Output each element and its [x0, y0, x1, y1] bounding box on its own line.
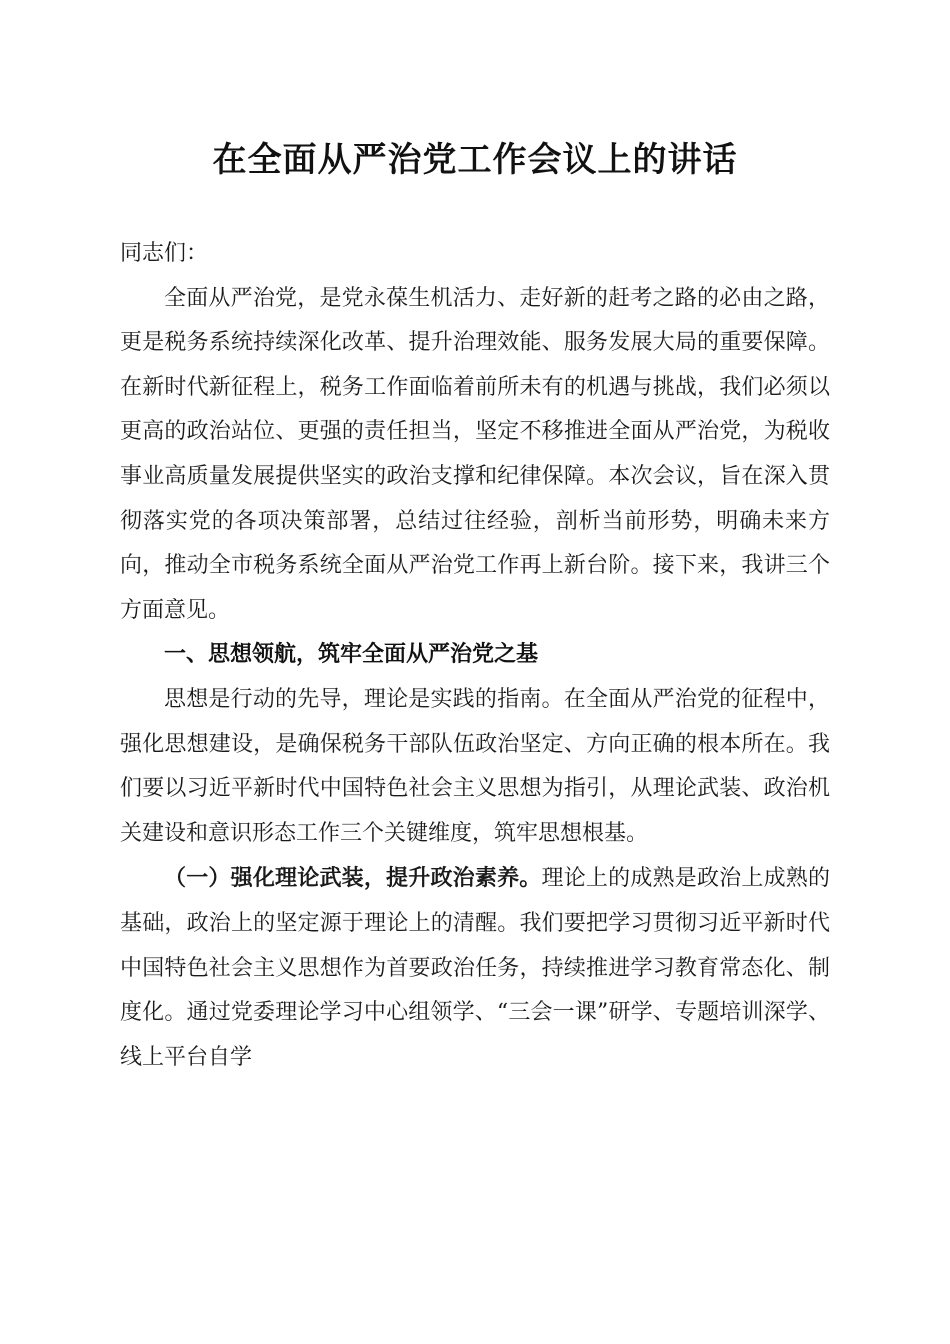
document-title: 在全面从严治党工作会议上的讲话: [212, 140, 738, 180]
subsection-paragraph-1: [120, 856, 830, 1080]
intro-paragraph: 全面从严治党，是党永葆生机活力、走好新的赶考之路的必由之路，更是税务系统持续深化改革、提升治理效能、服务发展大局的重要保障。在新时代新征程上，税务工作面临着前所未有的机遇与挑战，我们必须以更高的政治站位、更强的责任担当，坚定不移推进全面从严治党，为税收事业高质量发展提供坚实的政治支撑和纪律保障。本次会议，旨在深入贯彻落实党的各项决策部署，总结过往经验，剖析当前形势，明确未来方向，推动全市税务系统全面从严治党工作再上新台阶。接下来，我讲三个方面意见。: [120, 285, 830, 623]
subsection-lead: （一）强化理论武装，提升政治素养。: [164, 865, 542, 892]
salutation: 同志们：: [120, 241, 209, 266]
subsection-text: 理论上的成熟是政治上成熟的基础，政治上的坚定源于理论上的清醒。我们要把学习贯彻习近平新时代中国特色社会主义思想作为首要政治任务，持续推进学习教育常态化、制度化。通过党委理论学习中心组领学、“三会一课”研学、专题培训深学、线上平台自学: [120, 866, 830, 1070]
document-body: [120, 232, 830, 1080]
section-heading-1: 一、思想领航，筑牢全面从严治党之基: [164, 642, 539, 668]
section-paragraph-1: 思想是行动的先导，理论是实践的指南。在全面从严治党的征程中，强化思想建设，是确保税务干部队伍政治坚定、方向正确的根本所在。我们要以习近平新时代中国特色社会主义思想为指引，从理论武装、政治机关建设和意识形态工作三个关键维度，筑牢思想根基。: [120, 686, 830, 846]
